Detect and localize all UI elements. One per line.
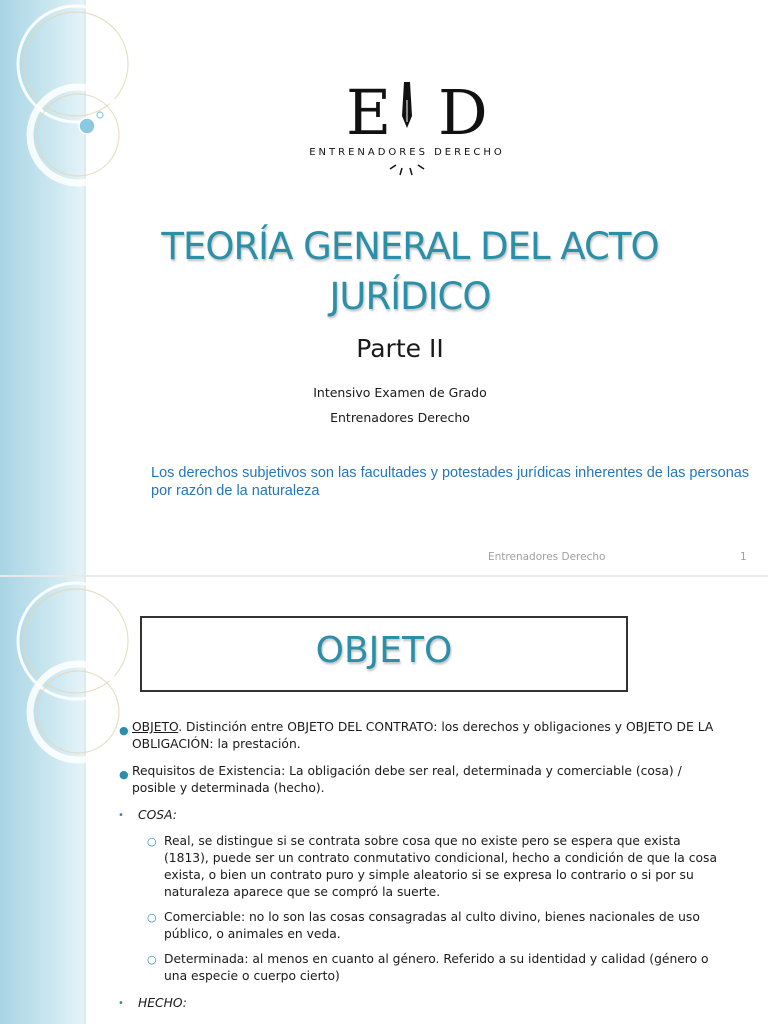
- circle-decoration: [0, 0, 140, 220]
- bullet-icon: ●: [119, 768, 129, 781]
- slide-title: OBJETO: [315, 630, 453, 671]
- logo-tagline-icon: [300, 144, 514, 158]
- svg-text:E: E: [346, 76, 392, 149]
- bullet-icon: ●: [119, 724, 129, 737]
- cosa-label: COSA:: [138, 808, 177, 822]
- sub-bullet-real: [118, 833, 718, 901]
- bullet-hecho: [118, 995, 718, 1012]
- title-line-1: TEORÍA GENERAL DEL ACTO: [161, 225, 659, 268]
- slide-subtitle: Parte II: [356, 334, 444, 363]
- bullet-requisitos: [118, 763, 718, 797]
- hecho-label: HECHO:: [138, 996, 187, 1010]
- eid-logo: [300, 76, 514, 186]
- bullet-text: Requisitos de Existencia: La obligación debe ser real, determinada y comerciable (cosa) / posible y determinada (hecho).: [132, 764, 682, 795]
- slide-title: [130, 222, 690, 322]
- circle-bullet-icon: ○: [147, 953, 157, 966]
- author-name: Entrenadores Derecho: [330, 410, 470, 425]
- term-objeto: OBJETO: [132, 720, 179, 734]
- page-number: 1: [740, 551, 747, 563]
- small-bullet-icon: •: [118, 998, 124, 1009]
- sub-bullet-comerciable: [118, 909, 718, 943]
- slide-footer: Entrenadores Derecho: [488, 551, 606, 563]
- course-name: Intensivo Examen de Grado: [313, 385, 487, 400]
- definition-text: Los derechos subjetivos son las facultades y potestades jurídicas inherentes de las personas por razón de la naturaleza: [151, 465, 750, 499]
- svg-text:D: D: [438, 76, 488, 149]
- sub-bullet-text: Determinada: al menos en cuanto al género. Referido a su identidad y calidad (género o una especie o cuerpo cierto): [164, 952, 709, 983]
- title-line-2: JURÍDICO: [329, 275, 491, 318]
- sub-bullet-text: Comerciable: no lo son las cosas consagradas al culto divino, bienes nacionales de uso público, o animales en veda.: [164, 910, 700, 941]
- circle-bullet-icon: ○: [147, 911, 157, 924]
- logo-mark-icon: [300, 76, 514, 186]
- sub-bullet-text: Real, se distingue si se contrata sobre cosa que no existe pero se espera que exista (1813), puede ser un contrato conmutativo condicional, hecho a condición de que la cosa exista, o bien un contrato puro y simple aleatorio si se expresa lo contrario o si por su naturaleza aparece que se compró la suerte.: [164, 834, 717, 899]
- small-bullet-icon: •: [118, 810, 124, 821]
- svg-text:ENTRENADORES DERECHO: ENTRENADORES DERECHO: [309, 147, 505, 158]
- bullet-cosa: [118, 807, 718, 824]
- bullet-objeto: [118, 719, 718, 753]
- bullet-text: . Distinción entre OBJETO DEL CONTRATO: los derechos y obligaciones y OBJETO DE LA OBLIGACIÓN: la prestación.: [132, 720, 714, 751]
- sub-bullet-determinada: [118, 951, 718, 985]
- slide-content: [118, 719, 718, 1021]
- circle-bullet-icon: ○: [147, 835, 157, 848]
- objeto-slide: [0, 577, 768, 1024]
- title-box: [140, 616, 628, 692]
